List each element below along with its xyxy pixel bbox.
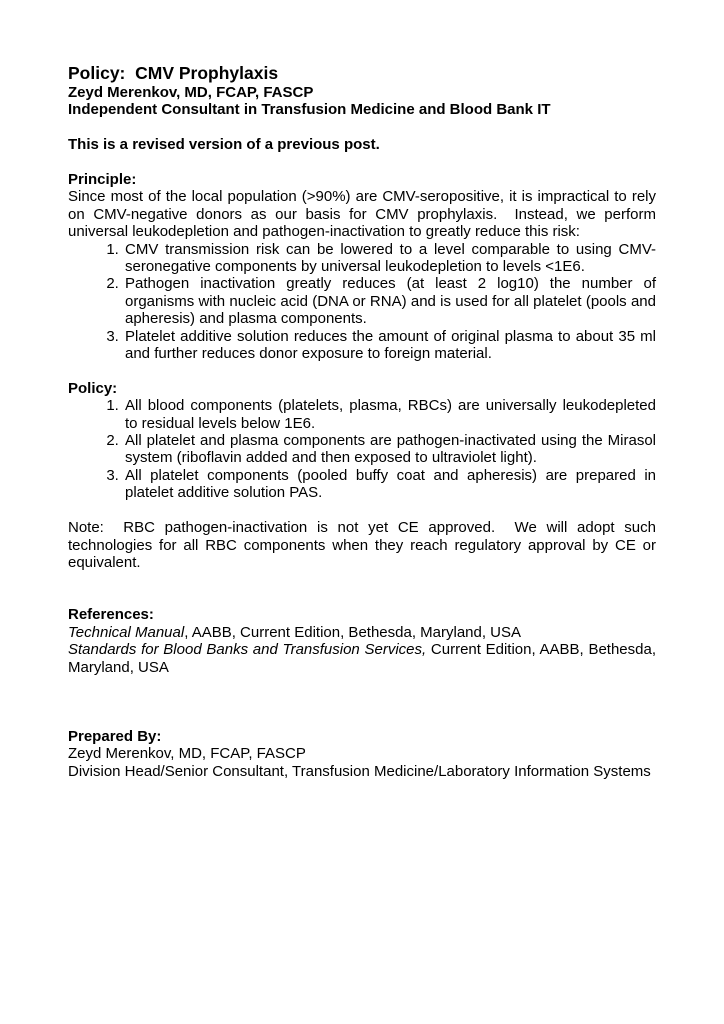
revision-note: This is a revised version of a previous post. <box>68 136 380 154</box>
reference-item-1 <box>68 624 656 641</box>
reference-1-detail: , AABB, Current Edition, Bethesda, Maryland, USA <box>184 623 522 641</box>
policy-list-item-2: 2. All platelet and plasma components are pathogen-inactivated using the Mirasol system (riboflavin added and then exposed to ultraviolet light). <box>123 432 656 467</box>
policy-section <box>68 380 656 502</box>
principle-section <box>68 171 661 363</box>
reference-2-detail: Current Edition, AABB, Bethesda, Maryland, USA <box>68 641 661 676</box>
prepared-by-name: Zeyd Merenkov, MD, FCAP, FASCP <box>68 745 306 763</box>
reference-2-title: Standards for Blood Banks and Transfusion Services, <box>68 641 427 659</box>
reference-item-2 <box>68 641 661 676</box>
references-heading: References: <box>68 606 154 624</box>
prepared-by-section <box>68 728 656 780</box>
principle-list-item-3: 3. Platelet additive solution reduces the amount of original plasma to about 35 ml and further reduces donor exposure to foreign material. <box>123 328 656 363</box>
principle-list-item-1: 1. CMV transmission risk can be lowered to a level comparable to using CMV-seronegative components by universal leukodepletion to levels <1E6. <box>123 241 656 276</box>
prepared-by-heading: Prepared By: <box>68 727 162 745</box>
reference-1-title: Technical Manual <box>68 623 185 641</box>
references-section <box>68 606 661 676</box>
policy-list-item-3: 3. All platelet components (pooled buffy coat and apheresis) are prepared in platelet additive solution PAS. <box>123 467 656 502</box>
principle-list <box>68 241 656 363</box>
principle-intro: Since most of the local population (>90%) are CMV-seropositive, it is impractical to rely on CMV-negative donors as our basis for CMV prophylaxis. Instead, we perform universal leukodepletion and pathogen-inactivation to greatly reduce this risk: <box>68 188 661 241</box>
principle-heading: Principle: <box>68 171 137 188</box>
policy-heading: Policy: <box>68 379 118 397</box>
policy-list-item-1: 1. All blood components (platelets, plasma, RBCs) are universally leukodepleted to residual levels below 1E6. <box>123 397 656 432</box>
page-title: Policy: CMV Prophylaxis <box>68 63 279 83</box>
author-name: Zeyd Merenkov, MD, FCAP, FASCP <box>68 84 314 101</box>
policy-list <box>68 397 656 501</box>
principle-list-item-2: 2. Pathogen inactivation greatly reduces (at least 2 log10) the number of organisms with nucleic acid (DNA or RNA) and is used for all platelet (pools and apheresis) and plasma components. <box>123 275 656 327</box>
prepared-by-role: Division Head/Senior Consultant, Transfusion Medicine/Laboratory Information Systems <box>68 762 651 780</box>
note-paragraph: Note: RBC pathogen-inactivation is not yet CE approved. We will adopt such technologies for all RBC components when they reach regulatory approval by CE or equivalent. <box>68 519 661 571</box>
author-role: Independent Consultant in Transfusion Medicine and Blood Bank IT <box>68 101 551 119</box>
